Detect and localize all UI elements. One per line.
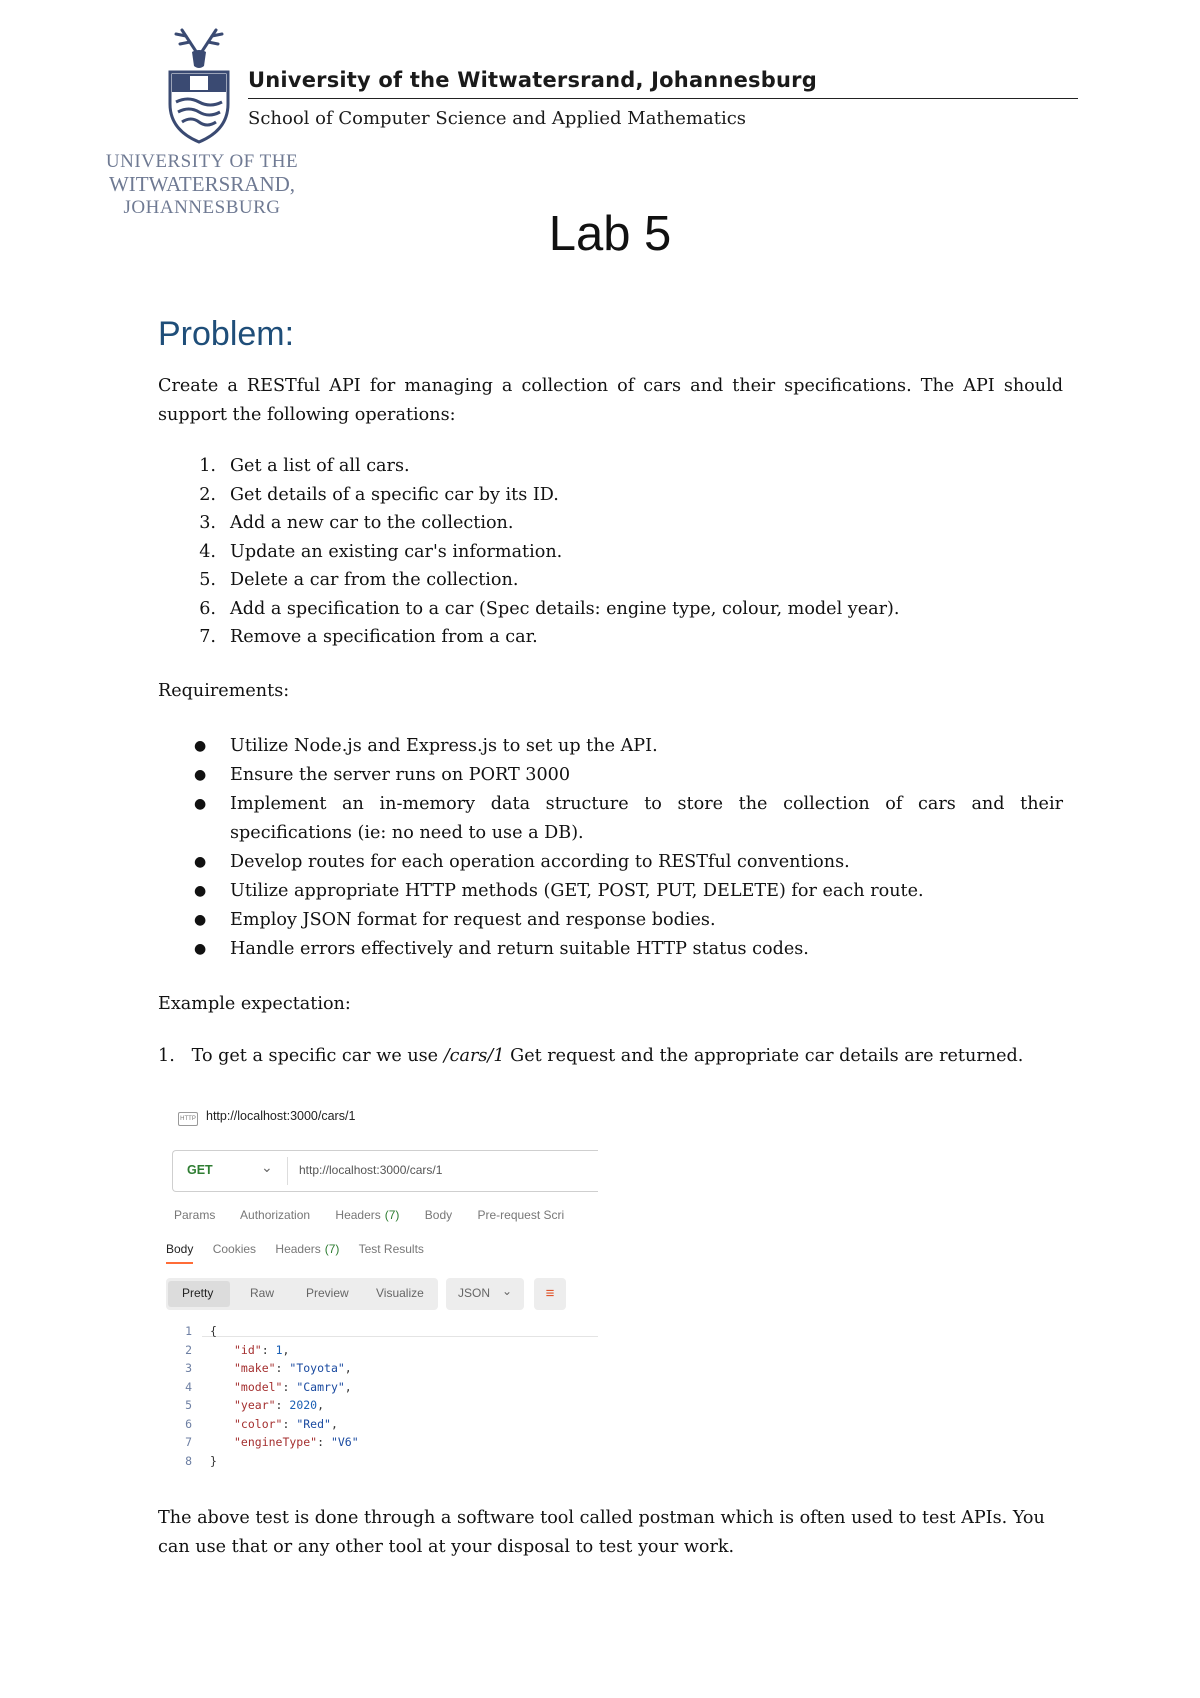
bullet-icon: ● <box>194 883 207 899</box>
json-key: "model" <box>234 1379 283 1394</box>
list-number: 1. <box>199 456 216 476</box>
headers-count: (7) <box>384 1208 400 1222</box>
bullet-icon: ● <box>194 941 207 957</box>
list-text: Remove a specification from a car. <box>230 627 538 647</box>
example-number: 1. <box>158 1046 175 1066</box>
page-title: Lab 5 <box>548 207 672 261</box>
json-value: "V6" <box>330 1435 359 1449</box>
json-key: "year" <box>234 1398 276 1412</box>
pretty-button[interactable]: Pretty <box>182 1286 214 1300</box>
closing-paragraph: The above test is done through a software tool called postman which is often used to test APIs. You can use that or any other tool at your disposal to test your work. <box>158 1508 1045 1557</box>
tab-params[interactable]: Params <box>174 1208 216 1222</box>
response-tabs <box>166 1242 446 1256</box>
format-label: JSON <box>458 1286 491 1300</box>
visualize-button[interactable]: Visualize <box>376 1286 424 1300</box>
line-number: 5 <box>185 1398 192 1412</box>
list-text: Add a specification to a car (Spec details: engine type, colour, model year). <box>230 598 900 619</box>
tab-authorization[interactable]: Authorization <box>240 1208 311 1222</box>
json-value: "Toyota" <box>289 1361 345 1375</box>
json-key: "color" <box>234 1416 283 1431</box>
request-bar <box>172 1150 598 1192</box>
tab-headers[interactable] <box>335 1208 399 1222</box>
bullet-icon: ● <box>194 738 207 754</box>
json-key: "engineType" <box>234 1435 318 1449</box>
list-item <box>158 906 1063 935</box>
code-text: } <box>210 1453 217 1468</box>
list-number: 4. <box>199 541 216 562</box>
example-heading: Example expectation: <box>158 994 351 1014</box>
code-divider <box>202 1336 598 1337</box>
list-text: Add a new car to the collection. <box>230 513 514 533</box>
chevron-down-icon: ⌄ <box>502 1284 513 1298</box>
bullet-icon: ● <box>194 854 207 870</box>
line-number: 1 <box>185 1324 192 1338</box>
list-text: Utilize appropriate HTTP methods (GET, POST, PUT, DELETE) for each route. <box>230 881 924 901</box>
list-text: Utilize Node.js and Express.js to set up the API. <box>230 736 658 756</box>
request-tabs <box>174 1208 586 1222</box>
list-text: Employ JSON format for request and response bodies. <box>230 910 716 930</box>
list-item <box>158 761 1063 790</box>
json-key: "id" <box>234 1342 262 1357</box>
university-name: University of the Witwatersrand, Johannesburg <box>248 68 817 92</box>
list-number: 7. <box>199 627 216 647</box>
tab-response-body[interactable]: Body <box>166 1242 193 1264</box>
bullet-icon: ● <box>194 796 207 812</box>
postman-screenshot: HTTP http://localhost:3000/cars/1 GET ⌄ http://localhost:3000/cars/1 Params Authorization Headers (7) Body Pre-request Scri Body Cookies Headers (7) Test Results Pretty Raw Preview Visualize JSON ⌄ ≡ 1 { 2 "id": 1, 3 "make": "Toyota", 4 "model": "Camry", 5 "year": 2020, 6 "color": "Red", 7 "engineType": "V6" 8 } <box>160 1100 598 1470</box>
requirements-heading: Requirements: <box>158 681 290 701</box>
list-item <box>158 877 1063 906</box>
http-icon: HTTP <box>178 1112 198 1126</box>
list-number: 2. <box>199 484 216 505</box>
problem-heading: Problem: <box>158 315 295 353</box>
example-text-after: Get request and the appropriate car details are returned. <box>504 1046 1024 1066</box>
list-number: 6. <box>199 598 216 619</box>
list-item <box>158 732 1063 761</box>
list-item <box>158 790 1063 848</box>
list-item <box>158 848 1063 877</box>
example-route: /cars/1 <box>443 1046 505 1066</box>
list-text: Delete a car from the collection. <box>230 570 519 590</box>
wrap-lines-icon[interactable]: ≡ <box>534 1278 566 1310</box>
list-text: Handle errors effectively and return suitable HTTP status codes. <box>230 939 809 959</box>
request-title: http://localhost:3000/cars/1 <box>206 1109 356 1123</box>
line-number: 6 <box>185 1416 192 1431</box>
divider <box>287 1157 288 1185</box>
json-value: "Camry" <box>296 1379 345 1394</box>
tab-headers-label: Headers <box>275 1242 321 1256</box>
requirements-list <box>158 732 1063 964</box>
view-mode-group <box>166 1278 438 1310</box>
problem-intro: Create a RESTful API for managing a collection of cars and their specifications. The API should support the following operations: <box>158 376 1063 425</box>
list-text: Implement an in-memory data structure to store the collection of cars and their specifications (ie: no need to use a DB). <box>230 794 1063 843</box>
list-text: Ensure the server runs on PORT 3000 <box>230 765 571 785</box>
preview-button[interactable]: Preview <box>306 1286 349 1300</box>
code-text: { <box>210 1324 217 1338</box>
list-text: Develop routes for each operation according to RESTful conventions. <box>230 852 850 872</box>
tab-test-results[interactable]: Test Results <box>358 1242 424 1256</box>
tab-headers-label: Headers <box>335 1208 381 1222</box>
list-text: Update an existing car's information. <box>230 541 563 562</box>
bullet-icon: ● <box>194 767 207 783</box>
line-number: 8 <box>185 1453 192 1468</box>
university-crest-logo <box>160 26 238 144</box>
line-number: 7 <box>185 1435 192 1449</box>
logo-text-line: WITWATERSRAND, <box>108 172 296 196</box>
json-value: "Red" <box>296 1416 331 1431</box>
example-item <box>158 1042 1023 1071</box>
list-text: Get details of a specific car by its ID. <box>230 484 559 505</box>
json-key: "make" <box>234 1361 276 1375</box>
json-value: 2020 <box>289 1398 318 1412</box>
example-text-before: To get a specific car we use <box>191 1046 444 1066</box>
bullet-icon: ● <box>194 912 207 928</box>
list-number: 3. <box>199 513 216 533</box>
logo-text-line: UNIVERSITY OF THE <box>105 151 299 172</box>
tab-response-headers[interactable] <box>275 1242 339 1256</box>
method-select[interactable]: GET <box>187 1163 213 1177</box>
line-number: 2 <box>185 1342 192 1357</box>
list-text: Get a list of all cars. <box>230 456 410 476</box>
url-input[interactable]: http://localhost:3000/cars/1 <box>299 1163 443 1177</box>
school-name: School of Computer Science and Applied Mathematics <box>248 108 747 129</box>
tab-cookies[interactable]: Cookies <box>212 1242 257 1256</box>
json-value: 1 <box>275 1342 283 1357</box>
logo-text-line: JOHANNESBURG <box>123 197 281 218</box>
line-number: 3 <box>185 1361 192 1375</box>
format-select[interactable] <box>446 1278 524 1310</box>
raw-button[interactable]: Raw <box>250 1286 275 1300</box>
headers-count: (7) <box>324 1242 340 1256</box>
tab-prerequest[interactable]: Pre-request Scri <box>477 1208 565 1222</box>
line-number: 4 <box>185 1379 192 1394</box>
header-divider <box>248 98 1078 99</box>
list-number: 5. <box>199 570 216 590</box>
view-toolbar <box>166 1278 598 1310</box>
list-item <box>158 935 1063 964</box>
chevron-down-icon[interactable]: ⌄ <box>261 1159 273 1175</box>
tab-body[interactable]: Body <box>424 1208 453 1222</box>
